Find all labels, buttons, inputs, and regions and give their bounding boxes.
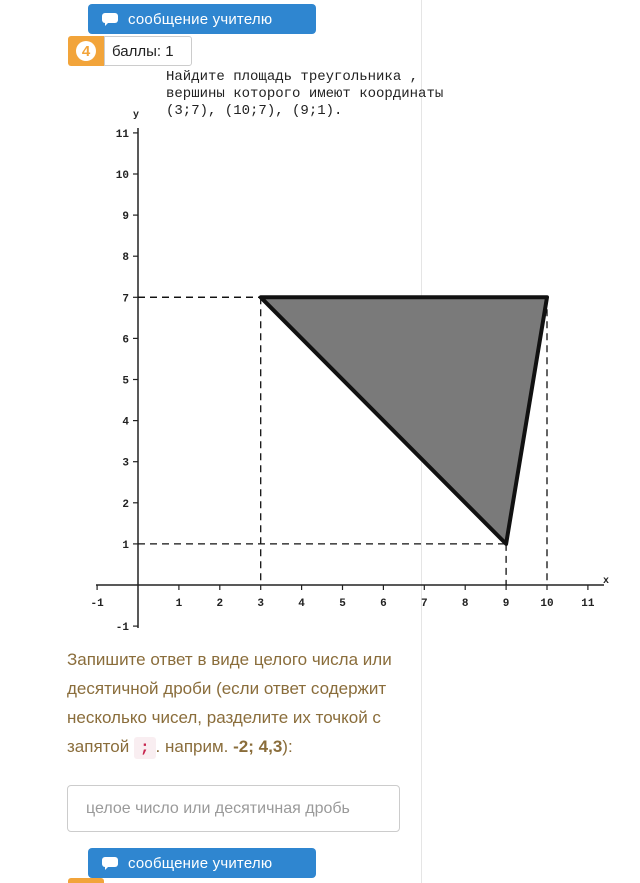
y-tick-label: 2	[122, 498, 129, 511]
y-tick-label: 7	[122, 293, 129, 306]
x-tick-label: 1	[175, 598, 183, 610]
problem-line-3: (3;7), (10;7), (9;1).	[166, 103, 343, 119]
x-tick-label: 2	[216, 598, 224, 610]
y-axis-label: y	[133, 110, 140, 121]
x-tick-label: 4	[298, 598, 305, 610]
problem-line-2: вершины которого имеют координаты	[166, 86, 444, 102]
message-teacher-label-bottom: сообщение учителю	[128, 854, 273, 872]
y-tick-label: 6	[122, 334, 129, 347]
question-number: 4	[76, 41, 96, 61]
x-tick-label: 3	[257, 598, 265, 610]
x-tick-label: 6	[380, 598, 387, 610]
x-tick-label: 9	[502, 598, 510, 610]
y-tick-label: 11	[115, 128, 129, 141]
x-tick-label: 7	[420, 598, 428, 610]
message-teacher-label: сообщение учителю	[128, 10, 273, 28]
answer-input[interactable]	[67, 785, 400, 832]
problem-line-1: Найдите площадь треугольника ,	[166, 69, 419, 85]
x-axis-label: x	[603, 576, 610, 587]
y-tick-label: 8	[122, 252, 129, 265]
answer-instructions	[67, 645, 397, 761]
next-question-badge	[68, 878, 104, 883]
x-tick-label: -1	[90, 598, 104, 610]
y-tick-label: -1	[115, 622, 129, 635]
points-label: баллы: 1	[104, 36, 192, 66]
x-tick-label: 11	[581, 598, 595, 610]
instructions-text-3: ):	[282, 737, 293, 756]
x-tick-label: 8	[461, 598, 469, 610]
triangle-shape	[261, 297, 547, 544]
x-tick-label: 10	[540, 598, 554, 610]
y-tick-label: 1	[122, 539, 129, 552]
y-tick-label: 10	[115, 170, 129, 182]
message-bubble-icon	[102, 857, 118, 870]
x-tick-label: 5	[339, 598, 346, 610]
instructions-example: -2; 4,3	[233, 737, 283, 756]
instructions-text-2: . наприм.	[155, 737, 234, 756]
y-tick-label: 4	[122, 416, 129, 429]
y-tick-label: 9	[122, 211, 129, 224]
message-teacher-button-bottom[interactable]	[88, 848, 316, 878]
instructions-text-1: Запишите ответ в виде целого числа или десятичной дроби (если ответ содержит несколько чисел, разделите их точкой с запятой	[67, 650, 392, 756]
separator-code: ;	[134, 737, 156, 759]
y-tick-label: 5	[122, 375, 129, 388]
y-tick-label: 3	[122, 457, 129, 470]
